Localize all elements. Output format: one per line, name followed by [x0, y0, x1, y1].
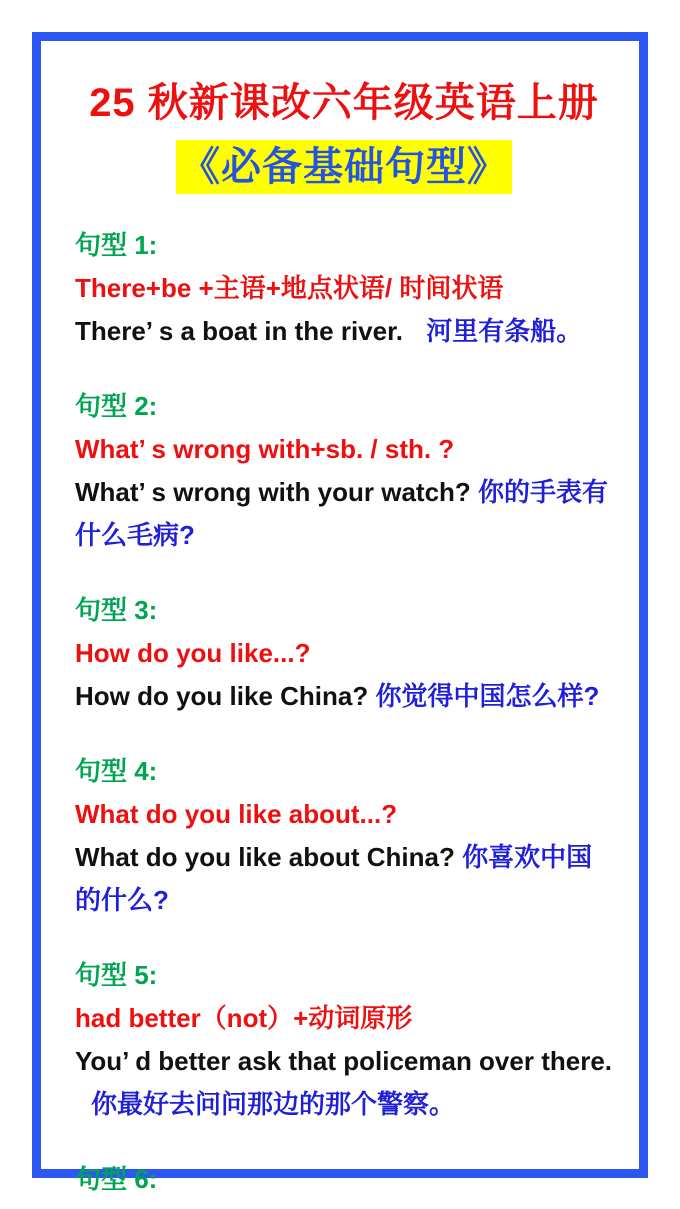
example-english: You’ d better ask that policeman over there. [75, 1046, 612, 1076]
example-translation: 你的手表有什么毛病? [75, 477, 609, 550]
section-example [75, 836, 613, 922]
section-pattern-3 [75, 589, 613, 718]
section-heading: 句型 6: [75, 1164, 158, 1194]
page-title: 25 秋新课改六年级英语上册 [89, 81, 599, 125]
section-pattern-text: What’ s wrong with+sb. / sth. ? [75, 434, 455, 464]
section-pattern-text: What do you like about...? [75, 799, 398, 829]
page-subtitle: 《必备基础句型》 [176, 140, 512, 194]
section-pattern-1 [75, 224, 613, 353]
section-example [75, 675, 613, 718]
example-translation: 你最好去问问那边的那个警察。 [91, 1089, 456, 1119]
example-english: What’ s wrong with your watch? [75, 477, 471, 507]
section-pattern-5 [75, 954, 613, 1126]
section-example [75, 471, 613, 557]
section-pattern-text: There+be +主语+地点状语/ 时间状语 [75, 273, 504, 303]
section-heading: 句型 4: [75, 756, 158, 786]
example-translation: 河里有条船。 [426, 316, 583, 346]
subtitle-row [75, 140, 613, 194]
example-english: How do you like China? [75, 681, 369, 711]
page-border-frame [32, 32, 648, 1194]
section-heading: 句型 2: [75, 391, 158, 421]
section-pattern-text: How do you like...? [75, 638, 311, 668]
example-translation: 你喜欢中国的什么? [75, 842, 593, 915]
example-english: What do you like about China? [75, 842, 455, 872]
example-english: There’ s a boat in the river. [75, 316, 404, 346]
section-heading: 句型 3: [75, 595, 158, 625]
section-heading: 句型 5: [75, 960, 158, 990]
document-content [41, 41, 639, 1194]
section-heading: 句型 1: [75, 230, 158, 260]
section-pattern-text: had better（not）+动词原形 [75, 1003, 413, 1033]
sections-list [75, 224, 613, 1201]
section-example [75, 310, 613, 353]
section-pattern-2 [75, 385, 613, 557]
example-translation: 你觉得中国怎么样? [375, 681, 600, 711]
section-pattern-6 [75, 1158, 613, 1201]
section-pattern-4 [75, 750, 613, 922]
section-example [75, 1040, 613, 1126]
